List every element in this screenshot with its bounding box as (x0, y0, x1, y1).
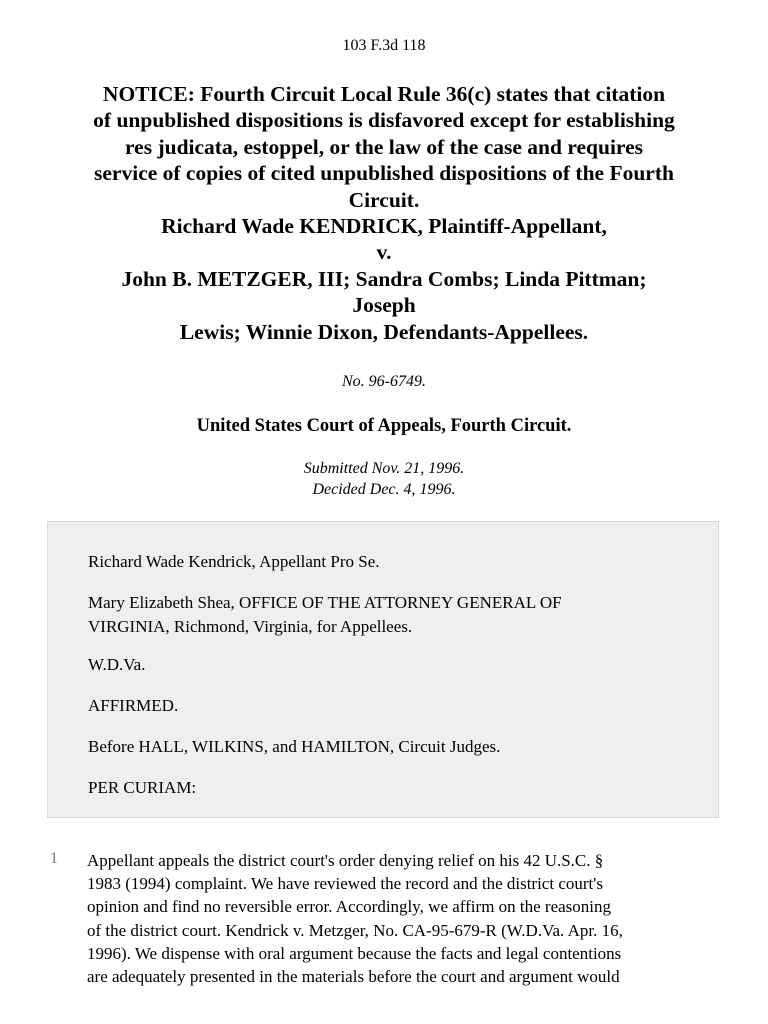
caption-line: res judicata, estoppel, or the law of the case and requires (125, 134, 643, 159)
paragraph-line: are adequately presented in the materials before the court and argument would (87, 967, 620, 987)
disposition: AFFIRMED. (88, 696, 179, 715)
opinion-paragraph (87, 849, 727, 988)
case-dates (0, 459, 768, 500)
caption-line: John B. METZGER, III; Sandra Combs; Linda Pittman; (121, 266, 647, 291)
opinion-author: PER CURIAM: (88, 778, 197, 797)
appellant-counsel: Richard Wade Kendrick, Appellant Pro Se. (88, 552, 380, 571)
decided-date: Decided Dec. 4, 1996. (312, 480, 456, 498)
caption-line: Richard Wade KENDRICK, Plaintiff-Appellant, (161, 214, 607, 239)
caption-line: Circuit. (348, 187, 420, 212)
lower-court: W.D.Va. (88, 655, 146, 674)
panel-judges: Before HALL, WILKINS, and HAMILTON, Circuit Judges. (88, 737, 501, 756)
case-info-box (47, 521, 719, 818)
paragraph-line: 1996). We dispense with oral argument because the facts and legal contentions (87, 943, 622, 963)
paragraph-number: 1 (50, 850, 58, 867)
submitted-date: Submitted Nov. 21, 1996. (303, 460, 465, 477)
caption-line: NOTICE: Fourth Circuit Local Rule 36(c) states that citation (102, 82, 666, 106)
appellee-counsel-line-2: VIRGINIA, Richmond, Virginia, for Appellees. (88, 617, 413, 636)
court-name: United States Court of Appeals, Fourth Circuit. (196, 416, 572, 436)
caption-line: Joseph (352, 293, 416, 318)
paragraph-line: of the district court. Kendrick v. Metzger, No. CA-95-679-R (W.D.Va. Apr. 16, (87, 920, 623, 940)
caption-line: of unpublished dispositions is disfavored except for establishing (93, 108, 675, 133)
appellee-counsel-line-1: Mary Elizabeth Shea, OFFICE OF THE ATTORNEY GENERAL OF (88, 593, 562, 612)
paragraph-line: Appellant appeals the district court's order denying relief on his 42 U.S.C. § (87, 851, 604, 870)
case-citation: 103 F.3d 118 (342, 37, 426, 54)
case-caption (40, 81, 728, 345)
docket-number: No. 96-6749. (342, 373, 426, 390)
caption-line: v. (376, 240, 392, 265)
paragraph-line: opinion and find no reversible error. Accordingly, we affirm on the reasoning (87, 897, 612, 917)
paragraph-line: 1983 (1994) complaint. We have reviewed the record and the district court's (87, 874, 603, 894)
caption-line: service of copies of cited unpublished dispositions of the Fourth (94, 161, 674, 186)
caption-line: Lewis; Winnie Dixon, Defendants-Appellees. (179, 319, 589, 344)
